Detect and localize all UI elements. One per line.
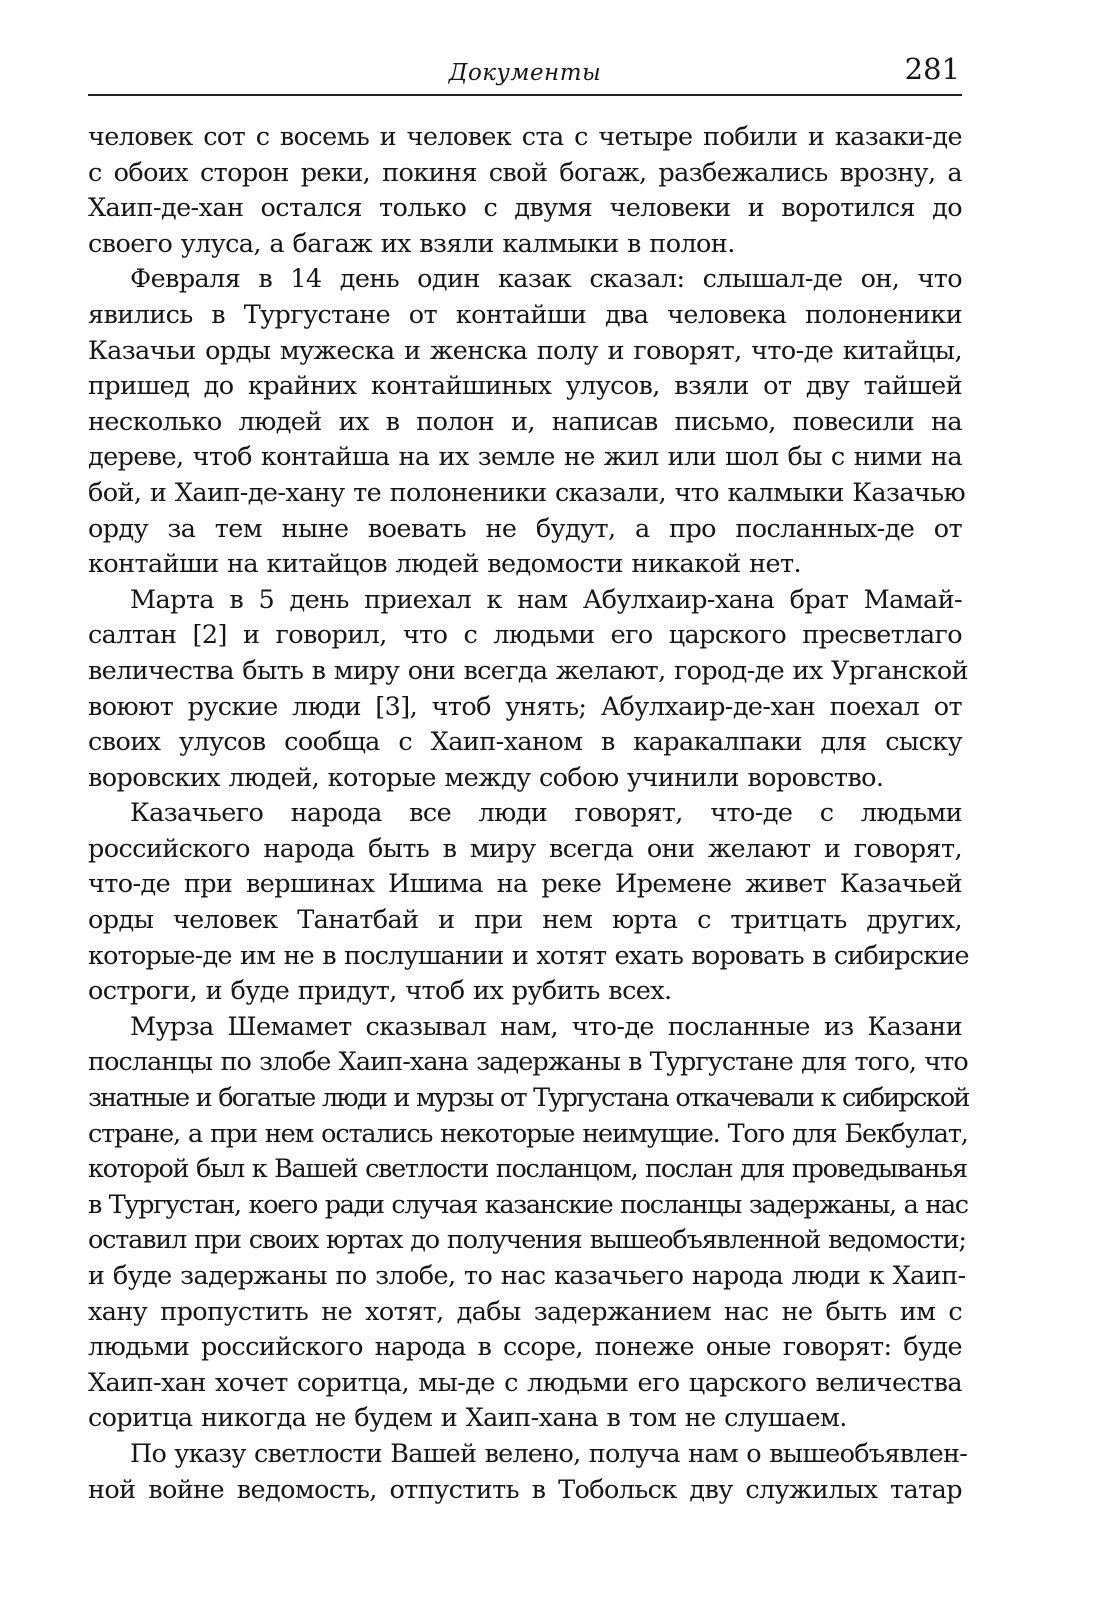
- text-line: бой, и Хаип-де-хану те полоненики сказали, что калмыки Казачью: [88, 477, 966, 508]
- text-line: Казачьи орды мужеска и женска полу и говорят, что-де китайцы,: [88, 335, 962, 366]
- text-line: воровских людей, которые между собою учинили воровство.: [88, 762, 884, 793]
- text-line: Мурза Шемамет сказывал нам, что-де посланные из Казани: [130, 1011, 962, 1042]
- text-line: явились в Тургустане от контайши два человека полоненики: [88, 299, 962, 330]
- text-line: с обоих сторон реки, покиня свой богаж, разбежались врозну, а: [88, 157, 962, 188]
- text-line: дереве, чтоб контайша на их земле не жил или шол бы с ними на: [88, 442, 962, 473]
- text-line: Февраля в 14 день один казак сказал: слышал-де он, что: [130, 264, 962, 295]
- book-page: [88, 50, 969, 1508]
- text-line: что-де при вершинах Ишима на реке Иремене живет Казачьей: [88, 869, 962, 900]
- running-header: [88, 50, 962, 96]
- text-line: пришед до крайних контайшиных улусов, взяли от дву тайшей: [88, 371, 962, 402]
- text-line: орду за тем ныне воевать не будут, а про посланных-де от: [88, 513, 962, 544]
- text-line: своих улусов сообща с Хаип-ханом в каракалпаки для сыску: [88, 727, 962, 758]
- body-text: [88, 120, 969, 1508]
- text-line: воюют руские люди [3], чтоб унять; Абулхаир-де-хан поехал от: [88, 691, 962, 722]
- text-line: величества быть в миру они всегда желают, город-де их Урганской: [88, 655, 968, 686]
- text-line: которые-де им не в послушании и хотят ехать воровать в сибирские: [88, 940, 969, 971]
- text-line: людьми российского народа в ссоре, понеже оные говорят: буде: [88, 1332, 962, 1363]
- text-line: своего улуса, а багаж их взяли калмыки в полон.: [88, 228, 735, 259]
- text-line: которой был к Вашей светлости посланцом, послан для проведыванья: [88, 1154, 967, 1185]
- text-line: По указу светлости Вашей велено, получа нам о вышеобъявлен-: [130, 1438, 968, 1469]
- paragraph: [88, 583, 968, 797]
- page-number: 281: [904, 52, 960, 86]
- text-line: человек сот с восемь и человек ста с четыре побили и казаки-де: [88, 122, 962, 152]
- text-line: несколько людей их в полон и, написав письмо, повесили на: [88, 406, 962, 437]
- text-line: российского народа быть в миру всегда они желают и говорят,: [88, 833, 962, 864]
- text-line: остроги, и буде придут, чтоб их рубить всех.: [88, 976, 672, 1007]
- text-line: и буде задержаны по злобе, то нас казачьего народа люди к Хаип-: [88, 1261, 966, 1291]
- text-line: контайши на китайцов людей ведомости никакой нет.: [88, 549, 802, 580]
- text-line: соритца никогда не будем и Хаип-хана в том не слушаем.: [88, 1403, 847, 1434]
- paragraph: [88, 796, 969, 1010]
- paragraph: [88, 1010, 969, 1437]
- paragraph: [88, 262, 966, 582]
- text-line: ной войне ведомость, отпустить в Тобольск дву служилых татар: [88, 1474, 962, 1505]
- text-line: салтан [2] и говорил, что с людьми его царского пресветлаго: [88, 620, 962, 651]
- paragraph: [88, 120, 962, 262]
- text-line: хану пропустить не хотят, дабы задержанием нас не быть им с: [88, 1296, 962, 1327]
- text-line: Казачьего народа все люди говорят, что-де с людьми: [130, 798, 962, 829]
- text-line: оставил при своих юртах до получения вышеобъявленной ведомости;: [88, 1225, 966, 1256]
- running-header-title: Документы: [448, 60, 602, 86]
- text-line: посланцы по злобе Хаип-хана задержаны в Тургустане для того, что: [88, 1047, 968, 1078]
- text-line: Хаип-хан хочет соритца, мы-де с людьми его царского величества: [88, 1367, 962, 1398]
- text-line: Хаип-де-хан остался только с двумя человеки и воротился до: [88, 193, 962, 224]
- text-line: в Тургустан, коего ради случая казанские посланцы задержаны, а нас: [88, 1189, 968, 1220]
- text-line: Марта в 5 день приехал к нам Абулхаир-хана брат Мамай-: [130, 584, 962, 615]
- paragraph: [88, 1437, 968, 1508]
- text-line: орды человек Танатбай и при нем юрта с тритцать других,: [88, 905, 962, 936]
- text-line: знатные и богатые люди и мурзы от Тургустана откачевали к сибирской: [88, 1083, 969, 1114]
- text-line: стране, а при нем остались некоторые неимущие. Того для Бекбулат,: [88, 1118, 968, 1149]
